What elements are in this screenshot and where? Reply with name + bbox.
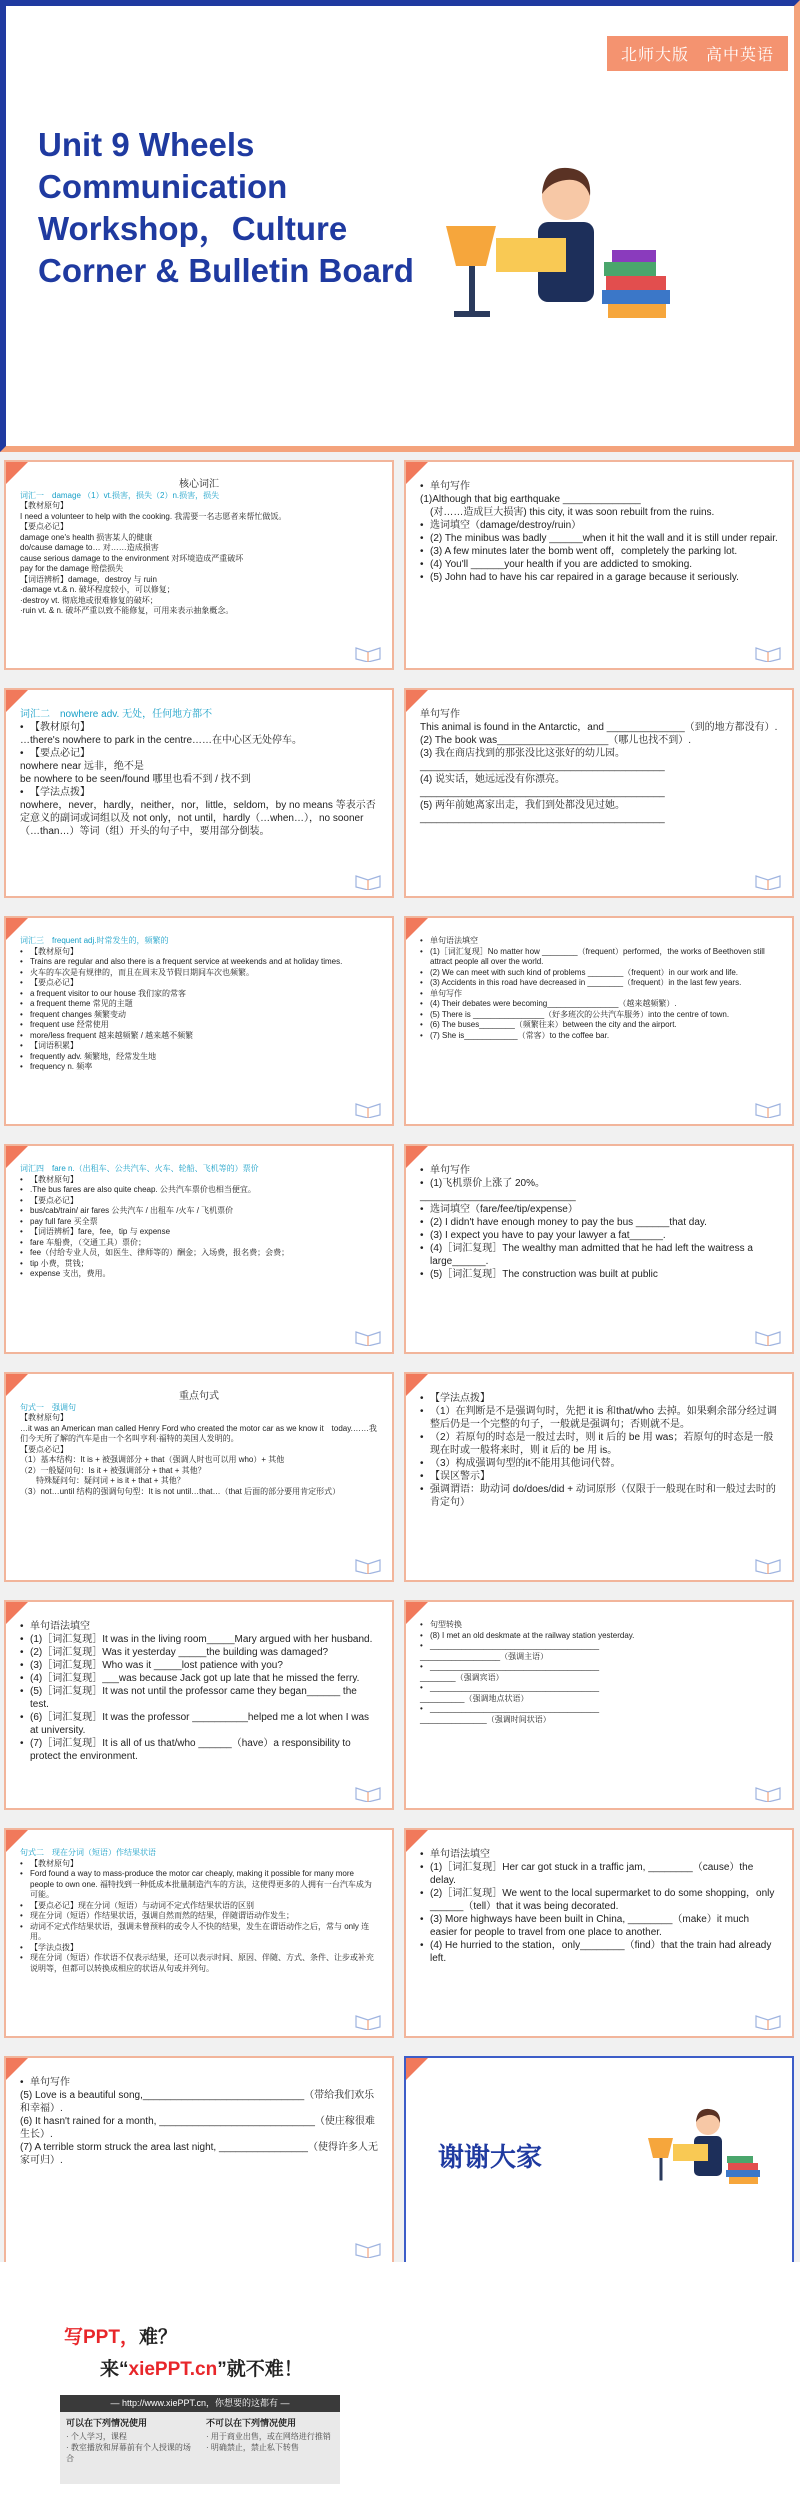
- slide-line: • (3) Accidents in this road have decreased in ________（frequent）in the last few years.: [420, 978, 778, 989]
- slide-line: • (2) I didn't have enough money to pay the bus ______that day.: [420, 1216, 778, 1229]
- slide-4: [404, 688, 794, 898]
- slide-line: _______________（强调时间状语）: [420, 1714, 551, 1724]
- slide-line: (5) Love is a beautiful song,_____________________________（带给我们欢乐和幸福）.: [20, 2090, 375, 2114]
- slide-line: • more/less frequent 越来越频繁 / 越来越不频繁: [20, 1031, 378, 1042]
- slide-line: • 【学法点拨】: [20, 786, 378, 799]
- slide-line: __________（强调地点状语）: [420, 1693, 529, 1703]
- book-icon: [354, 1784, 382, 1802]
- slide-line: • 选词填空（fare/fee/tip/expense）: [420, 1203, 778, 1216]
- slide-line: • (5)［词汇复现］The construction was built at public: [420, 1268, 778, 1281]
- slide-line: • 【教材原句】: [20, 1859, 378, 1870]
- slide-line: 特殊疑问句：疑问词 + is it + that + 其他？: [20, 1476, 185, 1485]
- usage-forbidden-title: 不可以在下列情况使用: [206, 2418, 297, 2428]
- slide-line: ____________________________: [420, 1191, 576, 1202]
- slide-line: • (6)［词汇复现］It was the professor __________helped me a lot when I was at university.: [20, 1711, 378, 1737]
- slide-line: （3）not…until 结构的强调句句型：It is not until…that…（that 后面的部分要用肯定形式）: [20, 1486, 341, 1496]
- slide-line: This animal is found in the Antarctic，and ______________（到的地方都没有）.: [420, 722, 778, 733]
- slide-line: …it was an American man called Henry Ford who created the motor car as we know it today.……我们今天所了解的汽车是由一个名叫亨利·福特的美国人发明的。: [20, 1423, 377, 1443]
- slide-line: • (1)［词汇复现］It was in the living room_____Mary argued with her husband.: [20, 1633, 378, 1646]
- footer-url-bar: — http://www.xiePPT.cn，你想要的这都有 —: [60, 2395, 340, 2412]
- slide-line: 【词语辨析】damage，destroy 与 ruin: [20, 574, 157, 584]
- slide-line: 【要点必记】: [20, 1444, 68, 1454]
- slide-line: • (2)［词汇复现］Was it yesterday _____the building was damaged?: [20, 1646, 378, 1659]
- slide-content: [20, 1620, 378, 1763]
- slide-line: • (8) I met an old deskmate at the railway station yesterday.: [420, 1631, 778, 1642]
- slide-line: • 句型转换: [420, 1620, 778, 1631]
- slide-line: • (7) She is____________（常客）to the coffee bar.: [420, 1031, 778, 1042]
- slide-line: • a frequent theme 常见的主题: [20, 999, 378, 1010]
- slide-line: • 【教材原句】: [20, 1175, 378, 1186]
- slide-line: • (4) He hurried to the station，only________（find）that the train had already left.: [420, 1939, 778, 1965]
- unit-title: Unit 9 Wheels Communication Workshop，Culture Corner & Bulletin Board: [38, 126, 414, 289]
- slide-line: 词汇一 damage （1）vt.损害，损失（2）n.损害，损失: [20, 490, 220, 500]
- slide-line: • ______________________________________: [420, 1641, 778, 1652]
- usage-allowed-title: 可以在下列情况使用: [66, 2418, 148, 2428]
- slide-line: 句式二 现在分词（短语）作结果状语: [20, 1848, 156, 1857]
- book-icon: [754, 872, 782, 890]
- slide-line: 重点句式: [179, 1391, 219, 1402]
- slide-line: • frequent changes 频繁变动: [20, 1010, 378, 1021]
- slide-content: [420, 1848, 778, 1965]
- book-icon: [354, 1100, 382, 1118]
- slide-line: (2) The book was____________________（哪儿也找不到）.: [420, 735, 692, 746]
- slide-line: 句式一 强调句: [20, 1402, 76, 1412]
- book-icon: [754, 1328, 782, 1346]
- usage-forbidden-text: · 用于商业出售，或在网络进行推销 · 明确禁止，禁止私下转售: [206, 2432, 331, 2452]
- slide-line: • （1）在判断是不是强调句时，先把 it is 和that/who 去掉。如果剩余部分经过调整后仍是一个完整的句子，一般就是强调句；否则就不是。: [420, 1405, 778, 1431]
- slide-line: • 【误区警示】: [420, 1470, 778, 1483]
- slide-line: • tip 小费，贯钱；: [20, 1259, 378, 1270]
- slide-line: • frequent use 经常使用: [20, 1020, 378, 1031]
- slide-line: (3) 我在商店找到的那张没比这张好的幼儿园。: [420, 748, 625, 759]
- slide-line: • 单句写作: [420, 480, 778, 493]
- slide-line: • ______________________________________: [420, 1683, 778, 1694]
- slide-line: ·destroy vt. 彻底地或很难修复的破坏；: [20, 595, 158, 605]
- slide-line: do/cause damage to… 对……造成损害: [20, 543, 159, 552]
- slide-line: • 火车的车次是有规律的，而且在周末及节假日期间车次也频繁。: [20, 968, 378, 979]
- slide-line: • pay full fare 买全票: [20, 1217, 378, 1228]
- footer-line-2a: 来“: [100, 2359, 129, 2380]
- slide-2: [404, 460, 794, 670]
- slide-line: • fee（付给专业人员，如医生、律师等的）酬金；入场费，报名费；会费；: [20, 1248, 378, 1259]
- slide-line: • 单句语法填空: [420, 936, 778, 947]
- slide-line: • 【要点必记】现在分词（短语）与动词不定式作结果状语的区别: [20, 1901, 378, 1912]
- slide-line: …there's nowhere to park in the centre……在中心区无处停车。: [20, 735, 303, 746]
- footer-ad: [0, 2262, 800, 2505]
- book-icon: [754, 1784, 782, 1802]
- slide-line: nowhere，never，hardly，neither，nor，little，seldom，by no means 等表示否定意义的副词或词组以及 not only，not until，hardly（…when…），no sooner（…than…）等词（组）开头的句子中，要用部分倒装。: [20, 800, 376, 837]
- book-icon: [354, 1556, 382, 1574]
- slide-line: ·damage vt.& n. 破坏程度较小，可以修复；: [20, 585, 175, 594]
- slide-1: [4, 460, 394, 670]
- slide-9: [4, 1372, 394, 1582]
- slide-line: • 单句写作: [20, 2076, 378, 2089]
- slide-line: • (2) The minibus was badly ______when it hit the wall and it is still under repair.: [420, 532, 778, 545]
- slide-content: [20, 1392, 378, 1497]
- slide-line: • Trains are regular and also there is a frequent service at weekends and at holiday times.: [20, 957, 378, 968]
- slide-line: • a frequent visitor to our house 我们家的常客: [20, 989, 378, 1000]
- footer-line-2: [100, 2354, 303, 2381]
- slide-12: [404, 1600, 794, 1810]
- slide-line: （1）基本结构：It is + 被强调部分 + that（强调人时也可以用 who）+ 其他: [20, 1455, 285, 1464]
- slide-content: [420, 1620, 778, 1725]
- slide-content: [20, 1848, 378, 1974]
- slide-line: • frequency n. 频率: [20, 1062, 378, 1073]
- slide-line: nowhere near 远非，绝不是: [20, 761, 144, 772]
- slide-line: ____________________________________________: [420, 813, 665, 824]
- slide-line: • 现在分词（短语）作状语不仅表示结果，还可以表示时间、原因、伴随、方式、条件、让步或补充说明等，但都可以转换成相应的状语从句或并列句。: [20, 1953, 378, 1974]
- slide-line: • 【要点必记】: [20, 978, 378, 989]
- book-icon: [354, 644, 382, 662]
- book-icon: [354, 2012, 382, 2030]
- slide-14: [404, 1828, 794, 2038]
- slide-line: • expense 支出，费用。: [20, 1269, 378, 1280]
- slide-line: • 选词填空（damage/destroy/ruin）: [420, 519, 778, 532]
- edition-tag: 北师大版 高中英语: [607, 36, 788, 71]
- slide-line: (对……造成巨大损害) this city, it was soon rebuilt from the ruins.: [420, 507, 715, 518]
- book-icon: [754, 1100, 782, 1118]
- slide-line: • (3) A few minutes later the bomb went off，completely the parking lot.: [420, 545, 778, 558]
- slide-line: • (1)［词汇复现］Her car got stuck in a traffic jam, ________（cause）the delay.: [420, 1861, 778, 1887]
- slide-content: [20, 708, 378, 838]
- slide-content: [20, 480, 378, 617]
- book-icon: [754, 1556, 782, 1574]
- slide-line: • (2) We can meet with such kind of problems ________（frequent）in our work and life.: [420, 968, 778, 979]
- slide-line: • 单句写作: [420, 1164, 778, 1177]
- slide-line: • (3) More highways have been built in China, ________（make）it much easier for people to travel from one place to another.: [420, 1913, 778, 1939]
- usage-allowed-box: [60, 2412, 200, 2484]
- slide-line: • ______________________________________: [420, 1704, 778, 1715]
- slide-7: [4, 1144, 394, 1354]
- slide-line: • 【词语积累】: [20, 1041, 378, 1052]
- slide-content: [420, 1164, 778, 1281]
- slide-line: • 【教材原句】: [20, 947, 378, 958]
- slide-line: cause serious damage to the environment 对环境造成严重破坏: [20, 553, 244, 563]
- footer-line-1b: 难？: [138, 2327, 177, 2348]
- slide-line: (4) 说实话，她远远没有你漂亮。: [420, 774, 565, 785]
- slide-line: • frequently adv. 频繁地，经常发生地: [20, 1052, 378, 1063]
- slide-line: • 单句写作: [420, 989, 778, 1000]
- slide-line: • (7)［词汇复现］It is all of us that/who ______（have）a responsibility to protect the environment.: [20, 1737, 378, 1763]
- slide-line: • (4) Their debates were becoming________________（越来越频繁）.: [420, 999, 778, 1010]
- slide-line: • 【词语辨析】fare，fee，tip 与 expense: [20, 1227, 378, 1238]
- corner-mark: [406, 2058, 432, 2084]
- slide-line: ____________________________________________: [420, 787, 665, 798]
- slide-16: [404, 2056, 794, 2266]
- slide-content: [420, 936, 778, 1041]
- slide-line: • 单句语法填空: [420, 1848, 778, 1861]
- usage-allowed-text: · 个人学习，课程 · 教室播放和屏幕前有个人授课的场合: [66, 2432, 191, 2463]
- slide-line: • (4) You'll ______your health if you are addicted to smoking.: [420, 558, 778, 571]
- slide-3: [4, 688, 394, 898]
- slide-8: [404, 1144, 794, 1354]
- slide-line: ________（强调宾语）: [420, 1672, 504, 1682]
- book-icon: [754, 2012, 782, 2030]
- slide-line: • （3）构成强调句型的it不能用其他词代替。: [420, 1457, 778, 1470]
- slide-line: ____________________________________________: [420, 761, 665, 772]
- slide-line: • 【学法点拨】: [20, 1943, 378, 1954]
- slide-line: be nowhere to be seen/found 哪里也看不到 / 找不到: [20, 774, 251, 785]
- slide-line: 【教材原句】: [20, 501, 68, 510]
- slide-content: [420, 708, 778, 825]
- slide-line: damage one's health 损害某人的健康: [20, 532, 153, 542]
- slide-line: • (3)［词汇复现］Who was it _____lost patience with you?: [20, 1659, 378, 1672]
- slide-line: • 动词不定式作结果状语，强调未曾预料的或令人不快的结果，发生在谓语动作之后，常与 only 连用。: [20, 1922, 378, 1943]
- slide-6: [404, 916, 794, 1126]
- slide-line: • （2）若原句的时态是一般过去时，则 it 后的 be 用 was；若原句的时态是一般现在时或一般将来时，则 it 后的 be 用 is。: [420, 1431, 778, 1457]
- reading-girl-small-illustration: [638, 2098, 768, 2203]
- slide-10: [404, 1372, 794, 1582]
- slide-content: [20, 2076, 378, 2167]
- slide-line: (6) It hasn't rained for a month, ____________________________（使庄稼很难生长）.: [20, 2116, 375, 2140]
- slide-line: 词汇三 frequent adj.时常发生的，频繁的: [20, 936, 169, 945]
- slide-line: • 单句语法填空: [20, 1620, 378, 1633]
- slide-line: • 【要点必记】: [20, 747, 378, 760]
- slide-line: 词汇二 nowhere adv. 无处，任何地方都不: [20, 709, 213, 720]
- slide-line: • Ford found a way to mass-produce the motor car cheaply, making it possible for many more people to own one. 福特找到一种低成本批量制造汽车的方法，这使得更多的人拥有一台汽车成为可能。: [20, 1869, 378, 1901]
- slide-line: • (1)［词汇复现］No matter how ________（frequent）performed，the works of Beethoven still attract people all over the world.: [420, 947, 778, 968]
- thanks-text: 谢谢大家: [438, 2142, 543, 2172]
- slide-line: • (3) I expect you have to pay your lawyer a fat______.: [420, 1229, 778, 1242]
- slide-line: • (4)［词汇复现］___was because Jack got up late that he missed the ferry.: [20, 1672, 378, 1685]
- slide-content: [420, 480, 778, 584]
- book-icon: [354, 872, 382, 890]
- slide-line: 核心词汇: [179, 479, 219, 490]
- slide-line: • 【教材原句】: [20, 721, 378, 734]
- slide-line: • (5)［词汇复现］It was not until the professor came they began______ the test.: [20, 1685, 378, 1711]
- slide-line: • ______________________________________: [420, 1662, 778, 1673]
- slide-line: __________________（强调主语）: [420, 1651, 549, 1661]
- slide-line: • (4)［词汇复现］The wealthy man admitted that he had left the waitress a large______.: [420, 1242, 778, 1268]
- slide-line: • 【学法点拨】: [420, 1392, 778, 1405]
- slide-line: • (2)［词汇复现］We went to the local supermarket to do some shopping，only ______（tell）that it was being decorated.: [420, 1887, 778, 1913]
- book-icon: [754, 644, 782, 662]
- slide-line: (5) 两年前她离家出走，我们到处都没见过她。: [420, 800, 625, 811]
- slide-11: [4, 1600, 394, 1810]
- slide-line: 【教材原句】: [20, 1413, 68, 1422]
- cover-slide: [0, 0, 800, 452]
- slide-line: • (6) The buses________（频繁往来）between the city and the airport.: [420, 1020, 778, 1031]
- footer-line-2c: ”就不难！: [217, 2359, 303, 2380]
- slide-line: • 现在分词（短语）作结果状语，强调自然而然的结果，伴随谓语动作发生；: [20, 1911, 378, 1922]
- book-icon: [354, 2240, 382, 2258]
- slide-line: 单句写作: [420, 709, 460, 720]
- slide-line: ·ruin vt. & n. 破坏严重以致不能修复，可用来表示抽象概念。: [20, 606, 234, 615]
- slide-line: • fare 车船费，（交通工具）票价；: [20, 1238, 378, 1249]
- slide-line: I need a volunteer to help with the cooking. 我需要一名志愿者来帮忙做饭。: [20, 511, 287, 521]
- slide-line: 【要点必记】: [20, 522, 68, 531]
- slide-line: (7) A terrible storm struck the area last night, ________________（使得许多人无家可归）.: [20, 2142, 378, 2166]
- slide-line: • (1)飞机票价上涨了 20%。: [420, 1177, 778, 1190]
- slide-15: [4, 2056, 394, 2266]
- slide-line: （2）一般疑问句：Is it + 被强调部分 + that + 其他？: [20, 1465, 206, 1475]
- footer-line-1a: 写PPT，: [64, 2327, 139, 2348]
- reading-girl-illustration: [426, 156, 686, 336]
- slide-line: • 【要点必记】: [20, 1196, 378, 1207]
- slide-content: [20, 936, 378, 1073]
- slide-13: [4, 1828, 394, 2038]
- slide-line: (1)Although that big earthquake ______________: [420, 494, 641, 505]
- footer-site-link[interactable]: xiePPT.cn: [128, 2359, 218, 2380]
- usage-forbidden-box: [200, 2412, 340, 2484]
- slide-line: • 强调谓语：助动词 do/does/did + 动词原形（仅限于一般现在时和一般过去时的肯定句）: [420, 1483, 778, 1509]
- slide-content: [420, 1392, 778, 1509]
- slide-line: • .The bus fares are also quite cheap. 公共汽车票价也相当便宜。: [20, 1185, 378, 1196]
- slide-5: [4, 916, 394, 1126]
- book-icon: [354, 1328, 382, 1346]
- slide-line: pay for the damage 赔偿损失: [20, 564, 124, 573]
- slide-line: • (5) John had to have his car repaired in a garage because it seriously.: [420, 571, 778, 584]
- slide-line: 词汇四 fare n.（出租车、公共汽车、火车、轮船、飞机等的）票价: [20, 1164, 259, 1173]
- slide-line: • (5) There is ________________（好多班次的公共汽车服务）into the centre of town.: [420, 1010, 778, 1021]
- slide-line: • bus/cab/train/ air fares 公共汽车 / 出租车 /火车 / 飞机票价: [20, 1206, 378, 1217]
- footer-line-1: [64, 2322, 177, 2349]
- slide-content: [20, 1164, 378, 1280]
